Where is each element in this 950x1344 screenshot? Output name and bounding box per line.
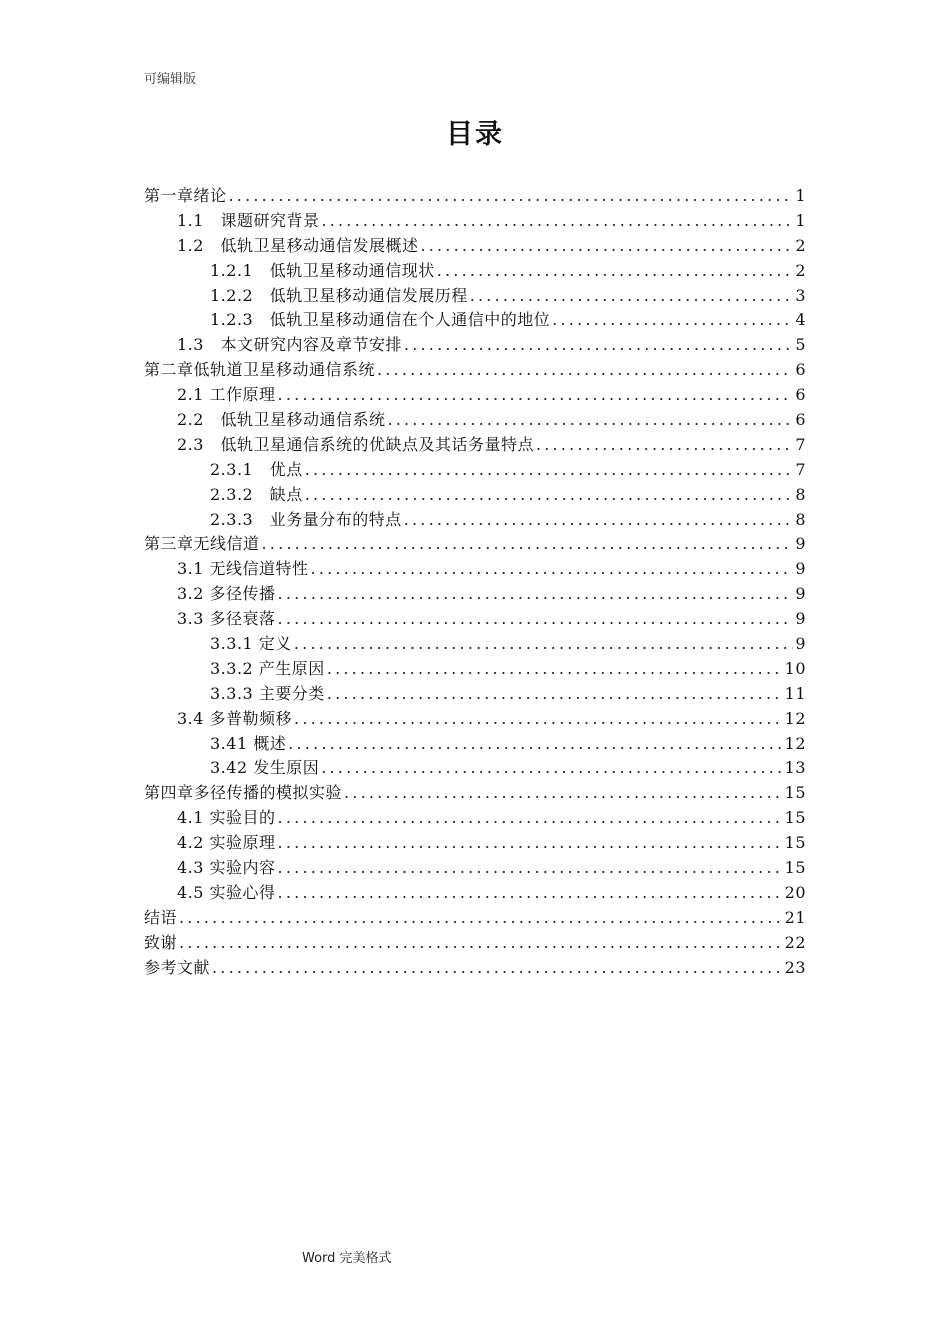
toc-leader-dots xyxy=(179,931,783,956)
toc-leader-dots xyxy=(278,607,794,632)
toc-leader-dots xyxy=(470,284,794,309)
toc-entry-page: 9 xyxy=(795,609,806,629)
toc-entry-page: 4 xyxy=(795,310,806,330)
toc-leader-dots xyxy=(377,358,793,383)
toc-entry[interactable] xyxy=(144,408,806,433)
toc-entry-page: 13 xyxy=(784,758,806,778)
toc-entry[interactable] xyxy=(144,483,806,508)
toc-entry-page: 5 xyxy=(795,335,806,355)
toc-entry-label: 4.1 实验目的 xyxy=(177,808,276,828)
toc-entry-page: 8 xyxy=(795,484,806,504)
toc-entry-page: 15 xyxy=(784,783,806,803)
toc-leader-dots xyxy=(262,532,794,557)
toc-entry-page: 20 xyxy=(784,882,806,902)
toc-entry[interactable] xyxy=(144,532,806,557)
toc-entry-page: 12 xyxy=(784,733,806,753)
toc-leader-dots xyxy=(536,433,793,458)
toc-entry[interactable] xyxy=(144,383,806,408)
toc-entry[interactable] xyxy=(144,458,806,483)
toc-entry-page: 6 xyxy=(795,410,806,430)
toc-entry-label: 3.1 无线信道特性 xyxy=(177,559,309,579)
toc-entry[interactable] xyxy=(144,707,806,732)
toc-leader-dots xyxy=(212,956,783,981)
toc-entry-label: 2.1 工作原理 xyxy=(177,385,276,405)
toc-leader-dots xyxy=(305,458,794,483)
toc-entry-label: 3.3 多径衰落 xyxy=(177,609,276,629)
toc-entry-page: 6 xyxy=(795,360,806,380)
toc-entry-page: 1 xyxy=(795,210,806,230)
toc-entry-page: 6 xyxy=(795,385,806,405)
toc-entry-page: 12 xyxy=(784,708,806,728)
toc-entry[interactable] xyxy=(144,931,806,956)
toc-leader-dots xyxy=(179,906,783,931)
toc-entry[interactable] xyxy=(144,259,806,284)
toc-entry[interactable] xyxy=(144,234,806,259)
toc-leader-dots xyxy=(278,383,794,408)
toc-entry-page: 1 xyxy=(795,186,806,205)
toc-leader-dots xyxy=(327,682,783,707)
toc-leader-dots xyxy=(311,557,794,582)
toc-entry-label: 4.3 实验内容 xyxy=(177,858,276,878)
toc-entry-label: 第一章绪论 xyxy=(144,186,227,205)
toc-entry[interactable] xyxy=(144,682,806,707)
toc-entry[interactable] xyxy=(144,657,806,682)
toc-entry-page: 15 xyxy=(784,808,806,828)
toc-leader-dots xyxy=(321,756,782,781)
toc-entry-label: 2.3 低轨卫星通信系统的优缺点及其话务量特点 xyxy=(177,434,534,454)
toc-entry-label: 1.2.3 低轨卫星移动通信在个人通信中的地位 xyxy=(210,310,551,330)
toc-leader-dots xyxy=(344,781,783,806)
toc-entry[interactable] xyxy=(144,582,806,607)
toc-entry[interactable] xyxy=(144,956,806,981)
toc-leader-dots xyxy=(552,308,793,333)
toc-entry[interactable] xyxy=(144,607,806,632)
toc-entry[interactable] xyxy=(144,781,806,806)
toc-entry-page: 9 xyxy=(795,534,806,554)
toc-entry[interactable] xyxy=(144,184,806,209)
toc-entry-label: 1.3 本文研究内容及章节安排 xyxy=(177,335,402,355)
page-title: 目录 xyxy=(446,119,504,150)
toc-entry-page: 2 xyxy=(795,235,806,255)
toc-entry[interactable] xyxy=(144,856,806,881)
toc-entry[interactable] xyxy=(144,831,806,856)
toc-leader-dots xyxy=(278,881,783,906)
toc-entry[interactable] xyxy=(144,756,806,781)
toc-leader-dots xyxy=(387,408,793,433)
toc-entry[interactable] xyxy=(144,881,806,906)
toc-entry-label: 第二章低轨道卫星移动通信系统 xyxy=(144,360,376,380)
toc-leader-dots xyxy=(229,184,794,209)
toc-entry-page: 10 xyxy=(784,658,806,678)
toc-entry[interactable] xyxy=(144,557,806,582)
toc-entry[interactable] xyxy=(144,333,806,358)
toc-entry-label: 3.42 发生原因 xyxy=(210,758,320,778)
toc-entry-label: 结语 xyxy=(144,907,178,927)
toc-entry-label: 3.4 多普勒频移 xyxy=(177,708,293,728)
toc-leader-dots xyxy=(278,582,794,607)
toc-leader-dots xyxy=(321,209,793,234)
toc-entry-label: 参考文献 xyxy=(144,957,211,977)
toc-entry-page: 8 xyxy=(795,509,806,529)
toc-entry[interactable] xyxy=(144,284,806,309)
toc-leader-dots xyxy=(294,632,794,657)
toc-entry-label: 3.3.1 定义 xyxy=(210,634,292,654)
toc-entry-label: 2.3.2 缺点 xyxy=(210,484,303,504)
toc-entry-label: 3.41 概述 xyxy=(210,733,287,753)
toc-entry-page: 9 xyxy=(795,584,806,604)
toc-leader-dots xyxy=(437,259,794,284)
toc-entry-page: 9 xyxy=(795,559,806,579)
toc-entry-label: 2.2 低轨卫星移动通信系统 xyxy=(177,410,386,430)
toc-entry[interactable] xyxy=(144,308,806,333)
table-of-contents xyxy=(144,184,806,981)
toc-entry-page: 15 xyxy=(784,833,806,853)
toc-leader-dots xyxy=(294,707,783,732)
toc-entry-label: 致谢 xyxy=(144,932,178,952)
toc-entry-label: 3.2 多径传播 xyxy=(177,584,276,604)
toc-entry-label: 4.2 实验原理 xyxy=(177,833,276,853)
toc-entry-page: 3 xyxy=(795,285,806,305)
toc-entry-page: 15 xyxy=(784,858,806,878)
toc-entry-label: 3.3.2 产生原因 xyxy=(210,658,325,678)
toc-entry-label: 1.2.2 低轨卫星移动通信发展历程 xyxy=(210,285,468,305)
toc-entry[interactable] xyxy=(144,433,806,458)
toc-entry-page: 22 xyxy=(784,932,806,952)
toc-entry-label: 1.1 课题研究背景 xyxy=(177,210,320,230)
toc-entry-label: 4.5 实验心得 xyxy=(177,882,276,902)
toc-leader-dots xyxy=(278,856,783,881)
toc-entry-page: 23 xyxy=(784,957,806,977)
toc-entry-label: 2.3.1 优点 xyxy=(210,459,303,479)
toc-leader-dots xyxy=(420,234,793,259)
toc-entry[interactable] xyxy=(144,209,806,234)
toc-leader-dots xyxy=(404,333,793,358)
toc-entry[interactable] xyxy=(144,358,806,383)
toc-entry-page: 2 xyxy=(795,260,806,280)
toc-entry-page: 7 xyxy=(795,459,806,479)
toc-entry[interactable] xyxy=(144,732,806,757)
toc-leader-dots xyxy=(278,806,783,831)
toc-leader-dots xyxy=(288,732,782,757)
footer-note: Word 完美格式 xyxy=(302,1251,392,1266)
toc-leader-dots xyxy=(305,483,794,508)
toc-entry[interactable] xyxy=(144,632,806,657)
toc-entry-label: 第四章多径传播的模拟实验 xyxy=(144,783,343,803)
toc-entry[interactable] xyxy=(144,806,806,831)
toc-entry[interactable] xyxy=(144,508,806,533)
toc-entry[interactable] xyxy=(144,906,806,931)
toc-entry-label: 2.3.3 业务量分布的特点 xyxy=(210,509,402,529)
toc-leader-dots xyxy=(404,508,794,533)
toc-entry-label: 3.3.3 主要分类 xyxy=(210,683,325,703)
toc-entry-page: 21 xyxy=(784,907,806,927)
toc-leader-dots xyxy=(327,657,783,682)
toc-entry-page: 7 xyxy=(795,434,806,454)
toc-entry-page: 9 xyxy=(795,634,806,654)
header-note: 可编辑版 xyxy=(144,72,197,87)
toc-entry-page: 11 xyxy=(784,683,806,703)
toc-entry-label: 1.2 低轨卫星移动通信发展概述 xyxy=(177,235,419,255)
toc-entry-label: 第三章无线信道 xyxy=(144,534,260,554)
toc-leader-dots xyxy=(278,831,783,856)
toc-entry-label: 1.2.1 低轨卫星移动通信现状 xyxy=(210,260,435,280)
